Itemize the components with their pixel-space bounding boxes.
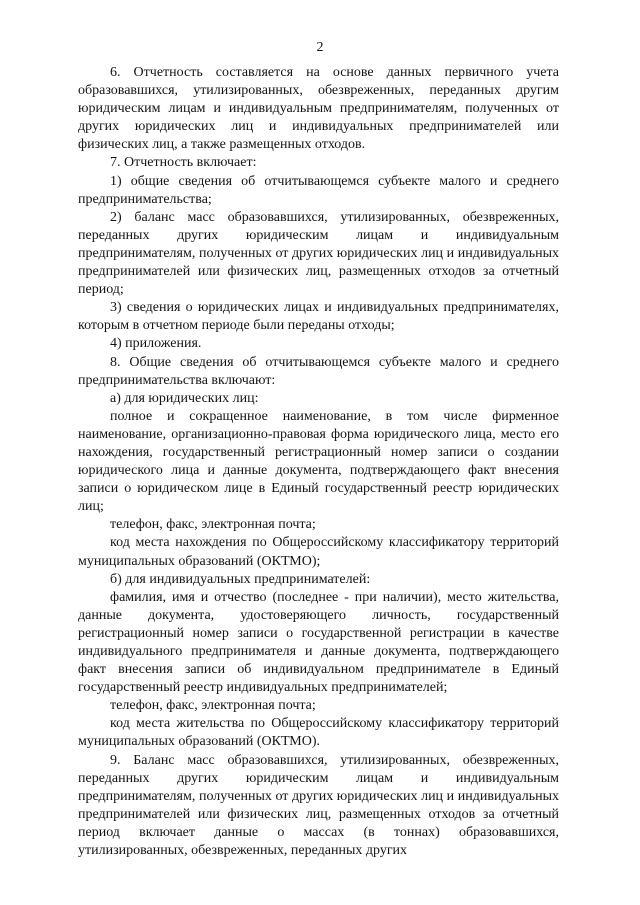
paragraph-7: 7. Отчетность включает: xyxy=(110,155,257,171)
paragraph-8-b-name: фамилия, имя и отчество (последнее - при наличии), место жительства, данные документа, удостоверяющего личность, государственный регистрационный номер записи о государственной регистрации в качестве индивидуального предпринимателя и данные документа, подтверждающего факт внесения записи об индивидуальном предпринимателе в Единый государственный реестр индивидуальных предпринимателей; xyxy=(78,589,559,696)
paragraph-8-a-oktmo: код места нахождения по Общероссийскому классификатору территорий муниципальных образований (ОКТМО); xyxy=(78,535,559,569)
document-body xyxy=(78,64,559,860)
page-number: 2 xyxy=(316,40,324,55)
paragraph-9: 9. Баланс масс образовавшихся, утилизированных, обезвреженных, переданных других юридическим лицам и индивидуальным предпринимателям, полученных от других юридических лиц и индивидуальных предпринимателей или физических лиц, размещенных отходов за отчетный период включает данные о массах (в тоннах) образовавшихся, утилизированных, обезвреженных, переданных других xyxy=(78,752,559,859)
paragraph-7-item-3: 3) сведения о юридических лицах и индивидуальных предпринимателях, которым в отчетном периоде были переданы отходы; xyxy=(78,300,559,334)
paragraph-8-b-oktmo: код места жительства по Общероссийскому классификатору территорий муниципальных образований (ОКТМО). xyxy=(78,716,559,750)
paragraph-6: 6. Отчетность составляется на основе данных первичного учета образовавшихся, утилизированных, обезвреженных, переданных другим юридическим лицам и индивидуальным предпринимателям, полученных от других юридических лиц и индивидуальных предпринимателей или физических лиц, а также размещенных отходов. xyxy=(78,65,559,153)
paragraph-7-item-2: 2) баланс масс образовавшихся, утилизированных, обезвреженных, переданных других юридическим лицам и индивидуальным предпринимателям, полученных от других юридических лиц и индивидуальных предпринимателей или физических лиц, размещенных отходов за отчетный период; xyxy=(78,209,559,298)
paragraph-8-a-name: полное и сокращенное наименование, в том числе фирменное наименование, организационно-правовая форма юридического лица, место его нахождения, государственный регистрационный номер записи о создании юридического лица и данные документа, подтверждающего факт внесения записи о юридическом лице в Единый государственный реестр юридических лиц; xyxy=(78,408,559,515)
paragraph-8-a: а) для юридических лиц: xyxy=(110,390,259,406)
paragraph-7-item-4: 4) приложения. xyxy=(110,336,202,352)
paragraph-8: 8. Общие сведения об отчитывающемся субъекте малого и среднего предпринимательства включают: xyxy=(78,354,559,388)
paragraph-8-b-contacts: телефон, факс, электронная почта; xyxy=(110,698,316,714)
paragraph-8-b: б) для индивидуальных предпринимателей: xyxy=(110,571,371,587)
paragraph-7-item-1: 1) общие сведения об отчитывающемся субъекте малого и среднего предпринимательства; xyxy=(78,173,559,207)
paragraph-8-a-contacts: телефон, факс, электронная почта; xyxy=(110,517,316,533)
